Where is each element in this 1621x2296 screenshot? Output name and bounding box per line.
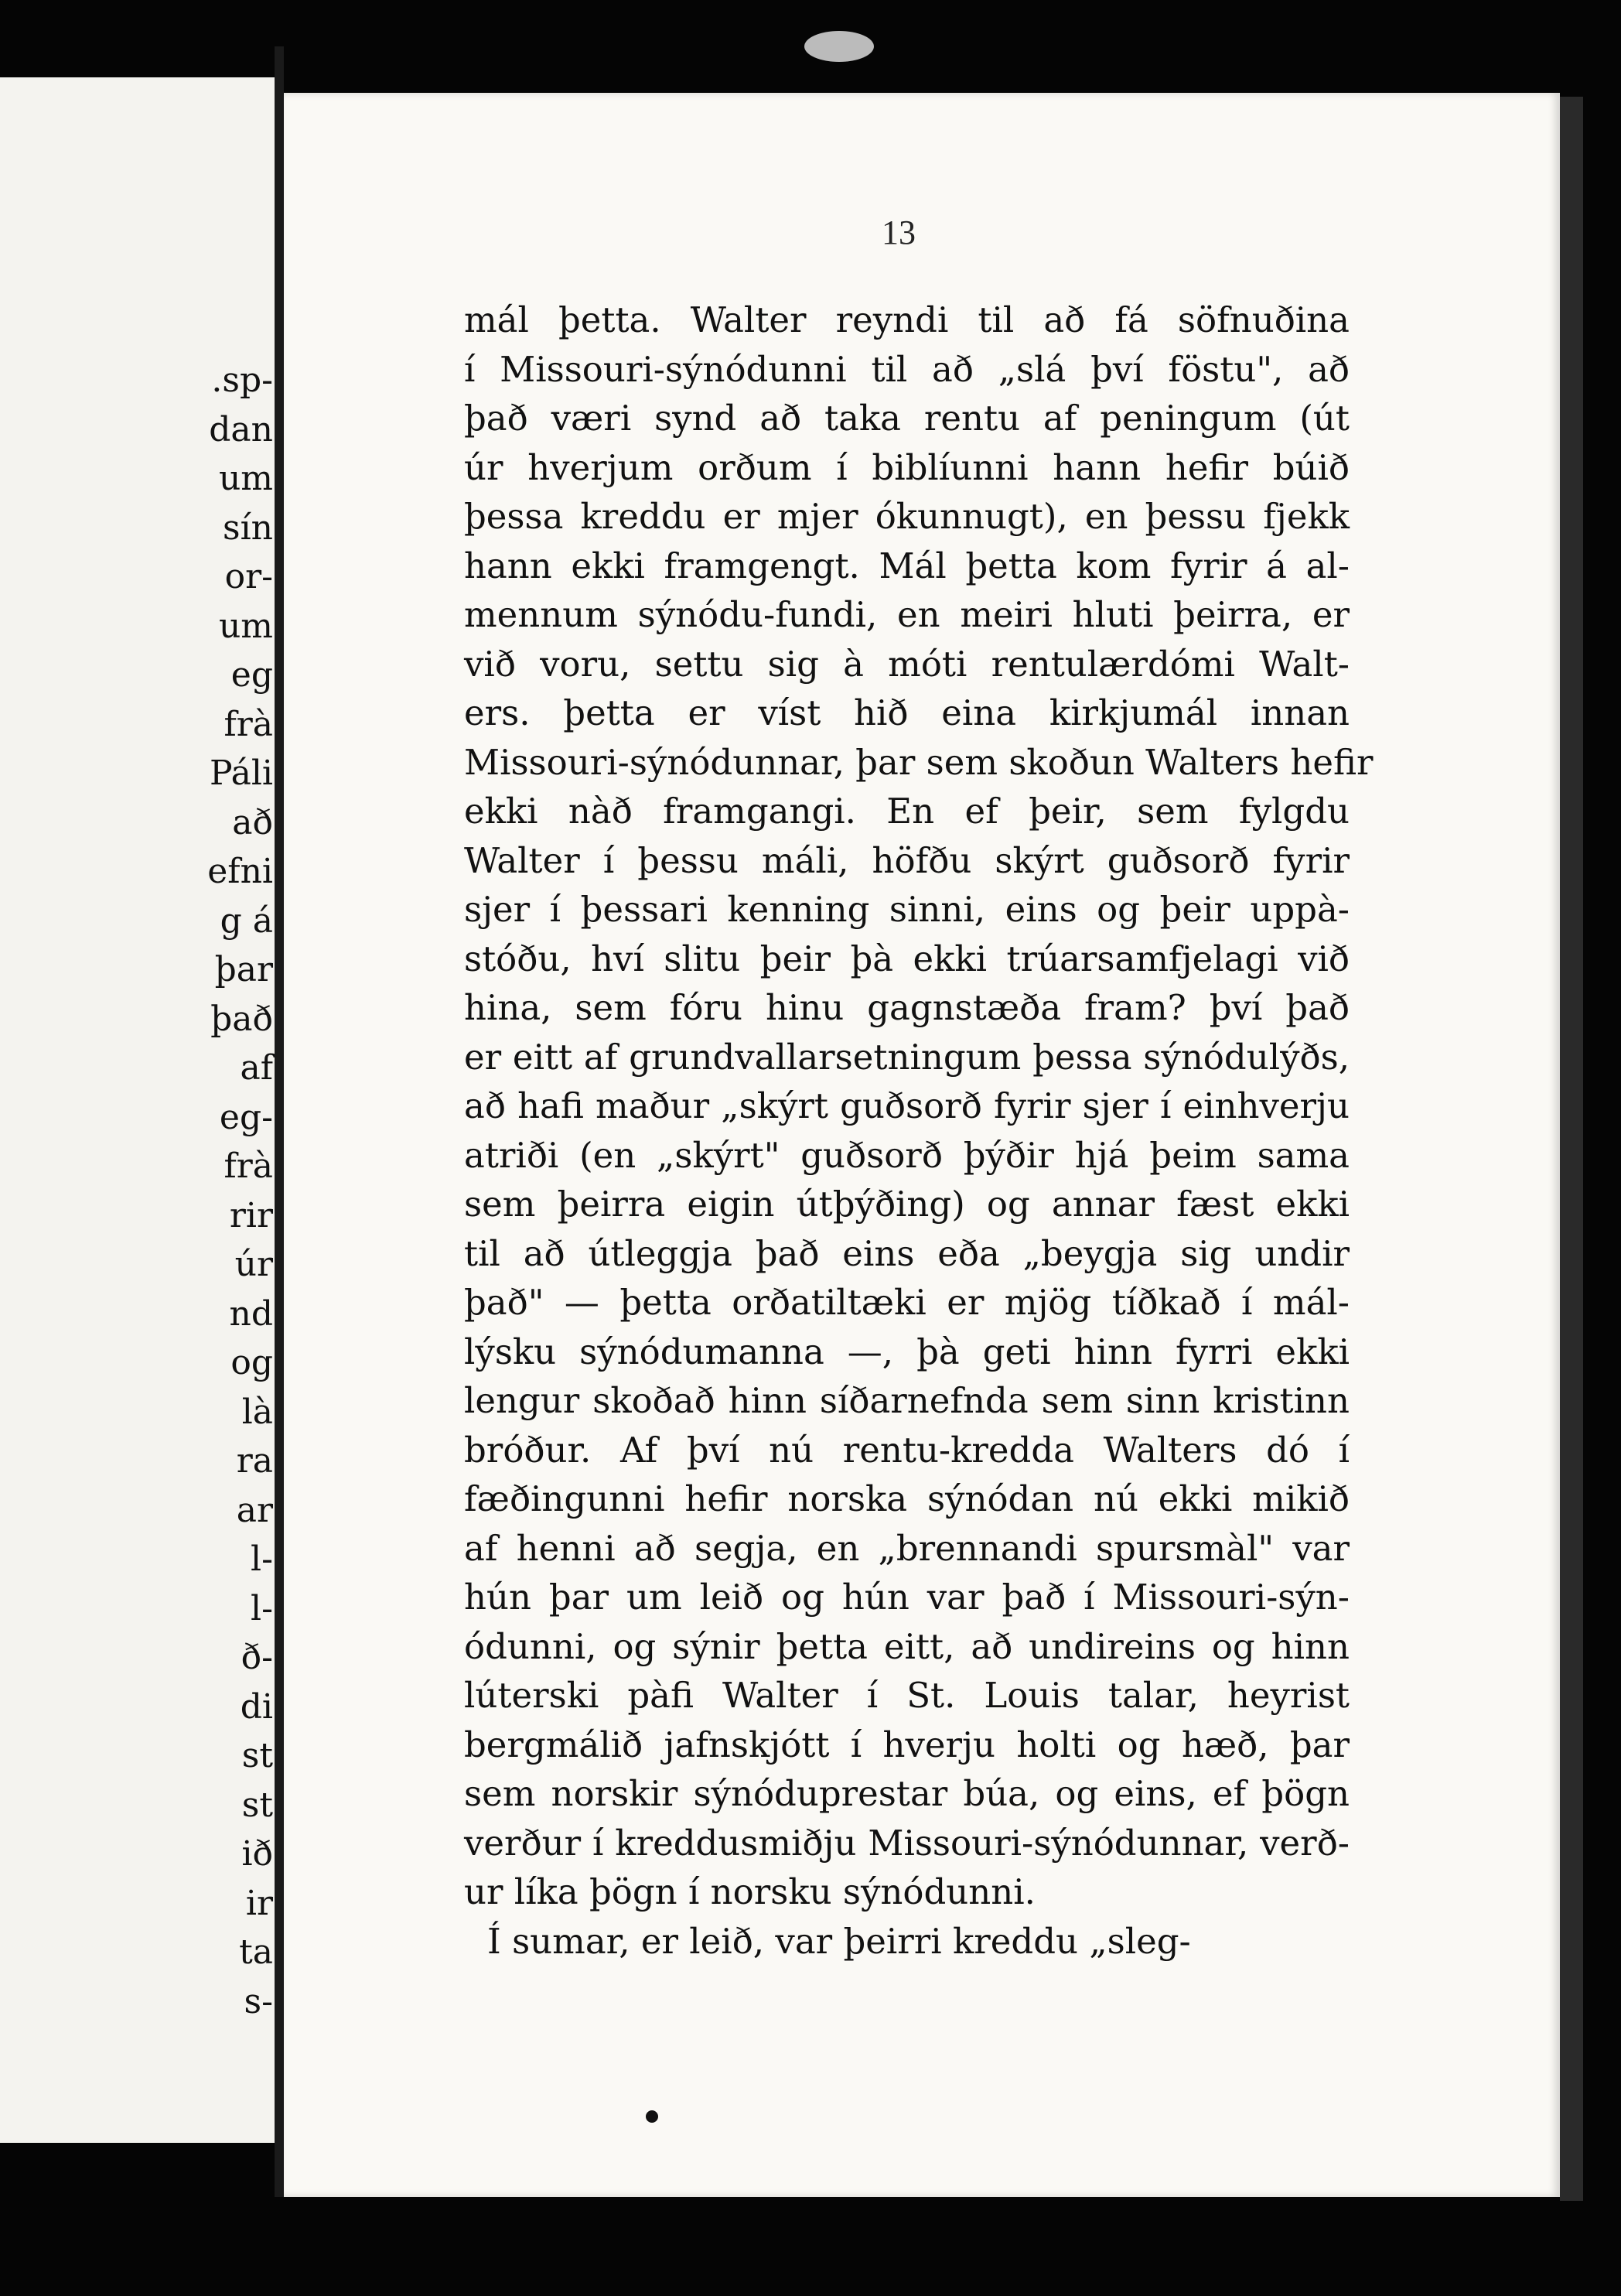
text-line: í Missouri-sýnódunni til að „slá því föstu", að	[464, 348, 1350, 390]
text-line: lúterski pàfi Walter í St. Louis talar, heyrist	[464, 1675, 1350, 1716]
text-line: þessa kreddu er mjer ókunnugt), en þessu fjekk	[464, 496, 1350, 537]
left-fragment: og	[230, 1343, 273, 1382]
text-line: það væri synd að taka rentu af peningum (út	[464, 398, 1350, 439]
text-line: ekki nàð framgangi. En ef þeir, sem fylgdu	[464, 791, 1350, 832]
left-fragment: ð-	[241, 1638, 273, 1677]
text-line: mennum sýnódu-fundi, en meiri hluti þeirra, er	[464, 594, 1350, 635]
left-fragment: ra	[236, 1441, 273, 1481]
text-line: Í sumar, er leið, var þeirri kreddu „sleg-	[487, 1920, 1191, 1962]
text-line: lengur skoðað hinn síðarnefnda sem sinn kristinn	[464, 1380, 1350, 1421]
left-fragment: ar	[236, 1490, 273, 1530]
left-fragment: það	[210, 999, 273, 1039]
left-fragment: um	[218, 459, 273, 498]
text-line: ódunni, og sýnir þetta eitt, að undireins og hinn	[464, 1625, 1350, 1667]
left-page	[0, 77, 275, 2143]
left-fragment: efni	[207, 852, 273, 891]
left-fragment: frà	[224, 704, 273, 744]
text-line: lýsku sýnódumanna —, þà geti hinn fyrri ekki	[464, 1331, 1350, 1372]
left-fragment: eg	[230, 655, 273, 695]
left-fragment: là	[241, 1392, 273, 1432]
text-line: til að útleggja það eins eða „beygja sig undir	[464, 1232, 1350, 1274]
text-line: stóðu, hví slitu þeir þà ekki trúarsamfjelagi við	[464, 938, 1350, 979]
left-fragment: frà	[224, 1146, 273, 1186]
text-line: Missouri-sýnódunnar, þar sem skoðun Walters hefir	[464, 741, 1374, 783]
text-line: það" — þetta orðatiltæki er mjög tíðkað í mál-	[464, 1282, 1350, 1323]
page-edge	[1560, 97, 1583, 2201]
left-fragment: ir	[245, 1883, 273, 1923]
ornament-dot	[646, 2110, 658, 2123]
left-fragment: di	[240, 1686, 273, 1727]
text-line: hún þar um leið og hún var það í Missouri-sýn-	[464, 1577, 1350, 1618]
text-line: bróður. Af því nú rentu-kredda Walters dó í	[464, 1429, 1350, 1471]
left-fragment: dan	[209, 409, 273, 449]
left-fragment: l-	[251, 1588, 273, 1628]
text-line: atriði (en „skýrt" guðsorð þýðir hjá þeim sama	[464, 1134, 1350, 1176]
page-number: 13	[882, 214, 916, 251]
left-fragment: ta	[239, 1932, 273, 1972]
text-line: ur líka þögn í norsku sýnódunni.	[464, 1871, 1036, 1912]
left-fragment: rir	[229, 1195, 273, 1235]
text-line: að hafi maður „skýrt guðsorð fyrir sjer í einhverju	[464, 1085, 1350, 1126]
text-line: verður í kreddusmiðju Missouri-sýnódunnar, verð-	[464, 1822, 1350, 1864]
text-line: bergmálið jafnskjótt í hverju holti og hæð, þar	[464, 1724, 1350, 1765]
text-line: ers. þetta er víst hið eina kirkjumál innan	[464, 692, 1350, 733]
left-fragment: um	[218, 606, 273, 646]
left-fragment: ið	[241, 1834, 273, 1874]
text-line: sjer í þessari kenning sinni, eins og þeir uppà-	[464, 889, 1350, 930]
text-line: af henni að segja, en „brennandi spursmàl" var	[464, 1527, 1350, 1569]
left-fragment: úr	[234, 1245, 273, 1284]
paper-speck	[804, 31, 874, 62]
text-line: fæðingunni hefir norska sýnódan nú ekki mikið	[464, 1478, 1350, 1519]
left-fragment: .sp-	[211, 360, 273, 400]
text-line: er eitt af grundvallarsetningum þessa sýnódulýðs,	[464, 1036, 1350, 1078]
left-fragment: af	[240, 1048, 273, 1088]
text-line: mál þetta. Walter reyndi til að fá söfnuðina	[464, 299, 1350, 340]
left-fragment: þar	[214, 950, 273, 989]
text-line: Walter í þessu máli, höfðu skýrt guðsorð fyrir	[464, 839, 1350, 881]
left-fragment: sín	[223, 507, 273, 548]
left-fragment: eg-	[219, 1097, 273, 1137]
left-fragment: or-	[224, 557, 273, 596]
left-fragment: að	[232, 802, 273, 842]
text-line: hann ekki framgengt. Mál þetta kom fyrir á al-	[464, 545, 1350, 586]
text-line: hina, sem fóru hinu gagnstæða fram? því það	[464, 987, 1350, 1028]
text-line: sem þeirra eigin útþýðing) og annar fæst ekki	[464, 1184, 1350, 1225]
left-page-text-fragments	[207, 356, 273, 2026]
left-fragment: st	[241, 1785, 273, 1825]
left-fragment: nd	[229, 1293, 273, 1334]
left-fragment: l-	[251, 1539, 273, 1579]
page-body-text	[464, 296, 1374, 1966]
left-fragment: g á	[220, 900, 273, 941]
book-gutter	[275, 46, 284, 2197]
text-line: úr hverjum orðum í biblíunni hann hefir búið	[464, 446, 1350, 488]
left-fragment: s-	[244, 1981, 273, 2021]
left-fragment: Páli	[209, 753, 273, 793]
left-fragment: st	[241, 1736, 273, 1775]
text-line: sem norskir sýnóduprestar búa, og eins, ef þögn	[464, 1773, 1350, 1814]
text-line: við voru, settu sig à móti rentulærdómi Walt-	[464, 643, 1350, 685]
